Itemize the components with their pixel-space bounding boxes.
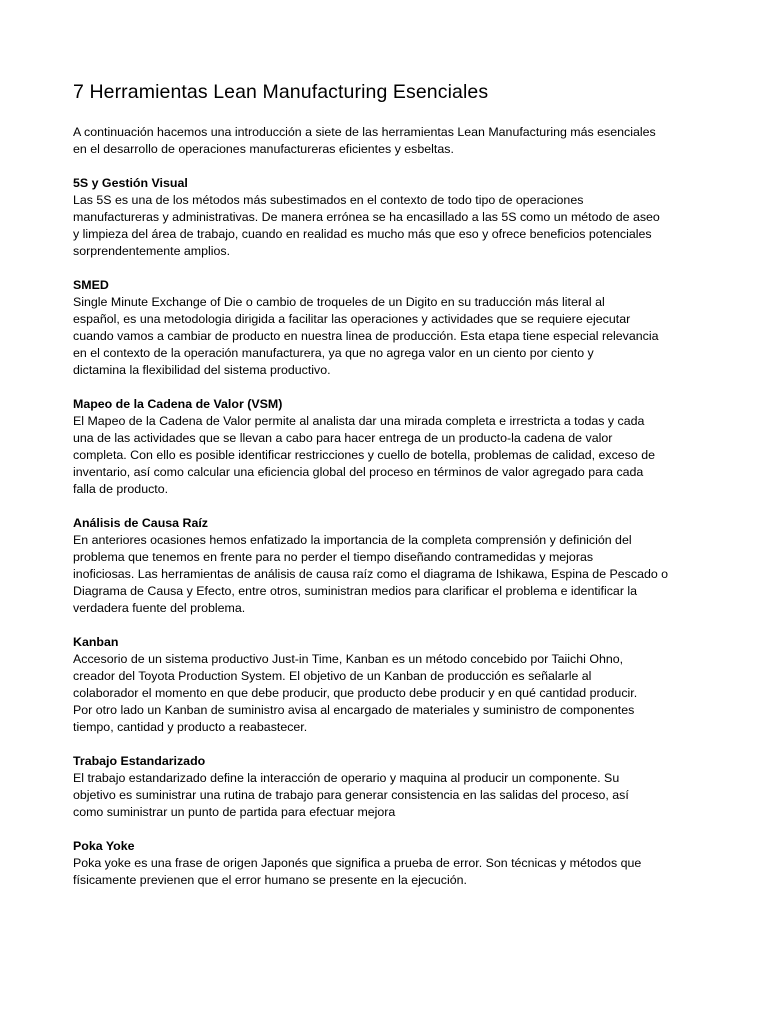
body-line: español, es una metodologia dirigida a facilitar las operaciones y actividades que se requiere ejecutar xyxy=(73,312,631,326)
intro-line: A continuación hacemos una introducción a siete de las herramientas Lean Manufacturing más esenciales xyxy=(73,125,656,139)
body-line: problema que tenemos en frente para no perder el tiempo diseñando contramedidas y mejoras xyxy=(73,550,594,564)
section-heading: 5S y Gestión Visual xyxy=(73,176,188,190)
body-line: dictamina la flexibilidad del sistema productivo. xyxy=(73,363,331,377)
body-line: Poka yoke es una frase de origen Japonés que significa a prueba de error. Son técnicas y métodos que xyxy=(73,856,642,870)
section-heading: Poka Yoke xyxy=(73,839,135,853)
section-heading: Trabajo Estandarizado xyxy=(73,754,206,768)
section-body xyxy=(73,651,713,736)
body-line: cuando vamos a cambiar de producto en nuestra linea de producción. Esta etapa tiene especial relevancia xyxy=(73,329,659,343)
body-line: falla de producto. xyxy=(73,482,169,496)
section-heading: Kanban xyxy=(73,635,119,649)
document-page xyxy=(73,78,713,906)
section-heading: Análisis de Causa Raíz xyxy=(73,516,208,530)
section-body xyxy=(73,532,713,617)
body-line: Las 5S es una de los métodos más subestimados en el contexto de todo tipo de operaciones xyxy=(73,193,584,207)
intro-paragraph xyxy=(73,124,713,158)
body-line: inoficiosas. Las herramientas de análisis de causa raíz como el diagrama de Ishikawa, Espina de Pescado o xyxy=(73,567,669,581)
body-line: completa. Con ello es posible identificar restricciones y cuello de botella, problemas de calidad, exceso de xyxy=(73,448,655,462)
body-line: colaborador el momento en que debe producir, que producto debe producir y en qué cantidad producir. xyxy=(73,686,638,700)
section-poka-yoke xyxy=(73,838,713,889)
section-smed xyxy=(73,277,713,379)
body-line: En anteriores ocasiones hemos enfatizado la importancia de la completa comprensión y definición del xyxy=(73,533,632,547)
section-standard-work xyxy=(73,753,713,821)
section-body xyxy=(73,192,713,260)
body-line: y limpieza del área de trabajo, cuando en realidad es mucho más que eso y ofrece beneficios potenciales xyxy=(73,227,652,241)
body-line: Single Minute Exchange of Die o cambio de troqueles de un Digito en su traducción más literal al xyxy=(73,295,605,309)
section-body xyxy=(73,855,713,889)
body-line: El trabajo estandarizado define la interacción de operario y maquina al producir un componente. Su xyxy=(73,771,620,785)
body-line: tiempo, cantidad y producto a reabastecer. xyxy=(73,720,308,734)
body-line: manufactureras y administrativas. De manera errónea se ha encasillado a las 5S como un método de aseo xyxy=(73,210,660,224)
section-root-cause xyxy=(73,515,713,617)
section-heading: SMED xyxy=(73,278,109,292)
body-line: en el contexto de la operación manufacturera, ya que no agrega valor en un ciento por ciento y xyxy=(73,346,594,360)
body-line: El Mapeo de la Cadena de Valor permite al analista dar una mirada completa e irrestricta a todas y cada xyxy=(73,414,645,428)
body-line: verdadera fuente del problema. xyxy=(73,601,246,615)
body-line: objetivo es suministrar una rutina de trabajo para generar consistencia en las salidas del proceso, así xyxy=(73,788,629,802)
body-line: inventario, así como calcular una eficiencia global del proceso en términos de valor agregado para cada xyxy=(73,465,644,479)
body-line: como suministrar un punto de partida para efectuar mejora xyxy=(73,805,396,819)
body-line: sorprendentemente amplios. xyxy=(73,244,231,258)
section-heading: Mapeo de la Cadena de Valor (VSM) xyxy=(73,397,283,411)
section-5s xyxy=(73,175,713,260)
section-body xyxy=(73,294,713,379)
document-title: 7 Herramientas Lean Manufacturing Esenciales xyxy=(73,81,489,103)
intro-line: en el desarrollo de operaciones manufactureras eficientes y esbeltas. xyxy=(73,142,454,156)
section-body xyxy=(73,413,713,498)
body-line: creador del Toyota Production System. El objetivo de un Kanban de producción es señalarle al xyxy=(73,669,592,683)
section-kanban xyxy=(73,634,713,736)
body-line: Por otro lado un Kanban de suministro avisa al encargado de materiales y suministro de componentes xyxy=(73,703,635,717)
section-vsm xyxy=(73,396,713,498)
body-line: Accesorio de un sistema productivo Just-in Time, Kanban es un método concebido por Taiichi Ohno, xyxy=(73,652,624,666)
body-line: una de las actividades que se llevan a cabo para hacer entrega de un producto-la cadena de valor xyxy=(73,431,613,445)
body-line: físicamente previenen que el error humano se presente en la ejecución. xyxy=(73,873,467,887)
body-line: Diagrama de Causa y Efecto, entre otros, suministran medios para clarificar el problema e identificar la xyxy=(73,584,638,598)
section-body xyxy=(73,770,713,821)
